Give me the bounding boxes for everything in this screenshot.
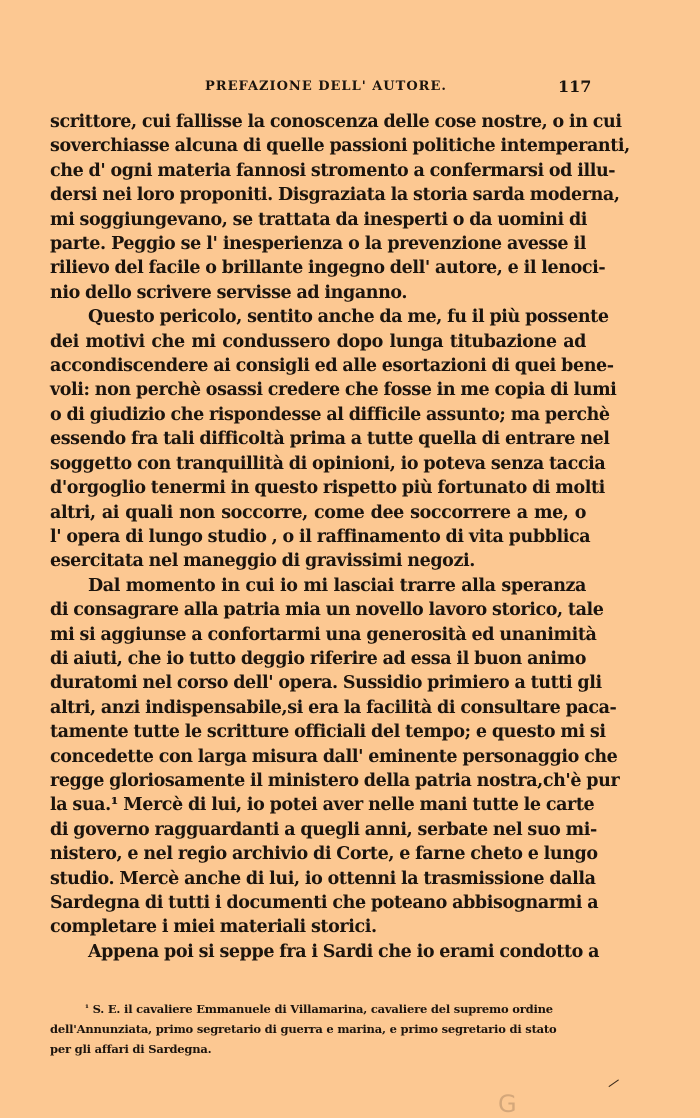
text-line: altri, anzi indispensabile,si era la facilità di consultare paca- <box>50 697 617 718</box>
text-line: essendo fra tali difficoltà prima a tutte quella di entrare nel <box>50 429 610 450</box>
footnote-text: S. E. il cavaliere Emmanuele di Villamarina, cavaliere del supremo ordine <box>92 1002 553 1016</box>
text-line: Dal momento in cui io mi lasciai trarre alla speranza <box>88 575 586 596</box>
body-text <box>50 110 630 964</box>
text-line: esercitata nel maneggio di gravissimi negozi. <box>50 551 475 572</box>
text-line: di governo ragguardanti a quegli anni, serbate nel suo mi- <box>50 819 597 840</box>
text-line: rilievo del facile o brillante ingegno dell' autore, e il lenoci- <box>50 258 606 279</box>
text-line: nistero, e nel regio archivio di Corte, e farne cheto e lungo <box>50 844 598 865</box>
text-line: che d' ogni materia fannosi stromento a confermarsi od illu- <box>50 160 616 181</box>
watermark: G <box>498 1090 517 1118</box>
text-line: soverchiasse alcuna di quelle passioni politiche intemperanti, <box>50 136 630 157</box>
footnote-line: dell'Annunziata, primo segretario di guerra e marina, e primo segretario di stato <box>50 1022 557 1036</box>
text-line: d'orgoglio tenermi in questo rispetto più fortunato di molti <box>50 478 605 499</box>
footnote-line: per gli affari di Sardegna. <box>50 1042 212 1056</box>
printer-mark <box>609 1079 624 1093</box>
text-line: di aiuti, che io tutto deggio riferire ad essa il buon animo <box>50 648 586 669</box>
text-line: o di giudizio che rispondesse al difficile assunto; ma perchè <box>50 404 610 425</box>
text-line: soggetto con tranquillità di opinioni, io poteva senza taccia <box>50 453 606 474</box>
footnote-marker: ¹ <box>85 1004 89 1014</box>
text-line: scrittore, cui fallisse la conoscenza delle cose nostre, o in cui <box>50 112 622 132</box>
running-head: PREFAZIONE DELL' AUTORE. <box>205 79 447 94</box>
text-line: duratomi nel corso dell' opera. Sussidio primiero a tutti gli <box>50 673 602 694</box>
text-line: accondiscendere ai consigli ed alle esortazioni di quei bene- <box>50 356 614 377</box>
text-line: studio. Mercè anche di lui, io ottenni la trasmissione dalla <box>50 868 596 889</box>
text-line: mi si aggiunse a confortarmi una generosità ed unanimità <box>50 624 597 645</box>
text-line: Appena poi si seppe fra i Sardi che io erami condotto a <box>88 941 600 962</box>
text-line: di consagrare alla patria mia un novello lavoro storico, tale <box>50 600 604 621</box>
text-line: parte. Peggio se l' inesperienza o la prevenzione avesse il <box>50 234 586 255</box>
text-line: completare i miei materiali storici. <box>50 917 377 938</box>
text-line: Questo pericolo, sentito anche da me, fu il più possente <box>88 307 609 328</box>
page-number: 117 <box>558 77 592 96</box>
text-line: nio dello scrivere servisse ad inganno. <box>50 282 408 303</box>
text-line: concedette con larga misura dall' eminente personaggio che <box>50 746 618 767</box>
footnotes <box>50 999 586 1059</box>
text-line: l' opera di lungo studio , o il raffinamento di vita pubblica <box>50 526 591 547</box>
text-line: tamente tutte le scritture officiali del tempo; e questo mi si <box>50 722 606 743</box>
text-line: mi soggiungevano, se trattata da inesperti o da uomini di <box>50 209 588 230</box>
text-line: regge gloriosamente il ministero della patria nostra,ch'è pur <box>50 770 620 791</box>
text-line: Sardegna di tutti i documenti che poteano abbisognarmi a <box>50 893 599 913</box>
text-line: dersi nei loro proponiti. Disgraziata la storia sarda moderna, <box>50 185 620 206</box>
text-line: altri, ai quali non soccorre, come dee soccorrere a me, o <box>50 502 586 523</box>
footnote-line <box>50 999 586 1019</box>
text-line: voli: non perchè osassi credere che fosse in me copia di lumi <box>50 380 617 401</box>
text-line: dei motivi che mi condussero dopo lunga titubazione ad <box>50 331 586 352</box>
text-line: la sua.¹ Mercè di lui, io potei aver nelle mani tutte le carte <box>50 795 595 816</box>
